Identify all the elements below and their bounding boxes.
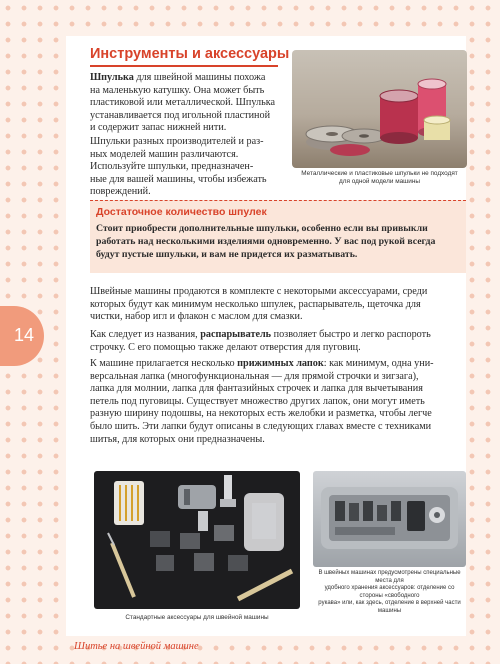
seam-ripper-term: распарыватель xyxy=(200,329,272,340)
para5-line: было шить. Эти лапки будут описаны в следующих главах вместе с техниками xyxy=(90,420,432,432)
caption-line: Металлические и пластиковые шпульки не подходят xyxy=(301,170,458,177)
bobbins-photo xyxy=(292,50,467,168)
intro-bold: Шпулька xyxy=(90,72,134,83)
tip-text xyxy=(96,222,462,261)
seam-ripper-paragraph xyxy=(90,329,466,354)
caption-line: рукава» или, как здесь, отделение в верхней части машины xyxy=(318,600,461,614)
para2-line: повреждений. xyxy=(90,186,151,198)
intro-line: пластиковой или металлической. Шпулька xyxy=(90,97,276,109)
intro-line: на маленькую катушку. Она может быть xyxy=(90,84,265,96)
para2-line: ных моделей машин различаются. xyxy=(90,148,239,160)
para5-line: версальная лапка (многофункциональная — для прямой строчки и зигзага), xyxy=(90,370,419,382)
machine-compartment-photo xyxy=(313,471,466,567)
title-underline xyxy=(90,65,278,67)
para4-text: позволяет быстро и легко распороть xyxy=(271,329,431,340)
footer-title: Шитье на швейной машине xyxy=(74,641,199,652)
bobbins-illustration xyxy=(292,50,467,168)
para5-line: разную ширину подошвы, на некоторых есть желобки и разметка, чтобы легче xyxy=(90,408,432,420)
accessories-paragraph xyxy=(90,286,466,324)
para3-line: Швейные машины продаются в комплекте с некоторыми аксессуарами, среди xyxy=(90,286,428,297)
para5-line: шитья, для которых они предназначены. xyxy=(90,433,265,445)
intro-paragraph xyxy=(90,72,280,135)
accessories-illustration xyxy=(94,471,300,609)
intro-line: для швейной машины похожа xyxy=(133,72,266,83)
tip-line: Стоит приобрести дополнительные шпульки, особенно если вы привыкли xyxy=(96,223,428,234)
photo-bl-caption: Стандартные аксессуары для швейной машины xyxy=(125,614,269,621)
para3-line: которых будут как минимум несколько шпулек, распарыватель, щеточка для xyxy=(90,298,421,310)
para5-text: К машине прилагается несколько xyxy=(90,358,238,369)
intro-line: устанавливается под игольной пластиной xyxy=(90,109,271,121)
para2-line: Шпульки разных производителей и раз- xyxy=(90,136,264,147)
bobbin-paragraph xyxy=(90,136,280,199)
machine-compartment-illustration xyxy=(313,471,466,567)
presser-feet-paragraph xyxy=(90,358,466,446)
para2-line: ные для вашей машины, чтобы избежать xyxy=(90,173,267,185)
accessories-photo xyxy=(94,471,300,609)
para3-line: чистки, набор игл и флакон с маслом для смазки. xyxy=(90,311,303,323)
tip-title: Достаточное количество шпулек xyxy=(96,206,267,218)
para5-line: петель под пуговицы. Существует множество других лапок, они могут иметь xyxy=(90,395,425,407)
page-number: 14 xyxy=(14,325,35,345)
photo-top-caption xyxy=(292,170,467,186)
caption-line: В швейных машинах предусмотрены специальные места для xyxy=(318,570,461,584)
caption-line: удобного хранения аксессуаров: отделение со стороны «свободного xyxy=(324,585,455,599)
presser-feet-term: прижимных лапок xyxy=(237,358,324,369)
caption-line: для одной модели машины xyxy=(339,178,420,185)
para4-text: Как следует из названия, xyxy=(90,329,201,340)
intro-line: и содержит запас нижней нити. xyxy=(90,122,227,134)
para4-line: строчку. С его помощью также делают отверстия для пуговиц. xyxy=(90,341,361,353)
section-title: Инструменты и аксессуары xyxy=(90,46,290,62)
tip-line: будут пустые шпульки, и вам не придется их разматывать. xyxy=(96,249,358,260)
para5-line: лапка для молнии, лапка для фантазийных строчек и лапка для вычетывания xyxy=(90,383,423,395)
para2-line: Используйте шпульки, предназначен- xyxy=(90,161,254,173)
photo-br-caption xyxy=(313,570,466,616)
tip-line: работать над несколькими изделиями одновременно. У вас под рукой всегда xyxy=(96,236,436,247)
para5-text: : как минимум, одна уни- xyxy=(323,358,434,369)
